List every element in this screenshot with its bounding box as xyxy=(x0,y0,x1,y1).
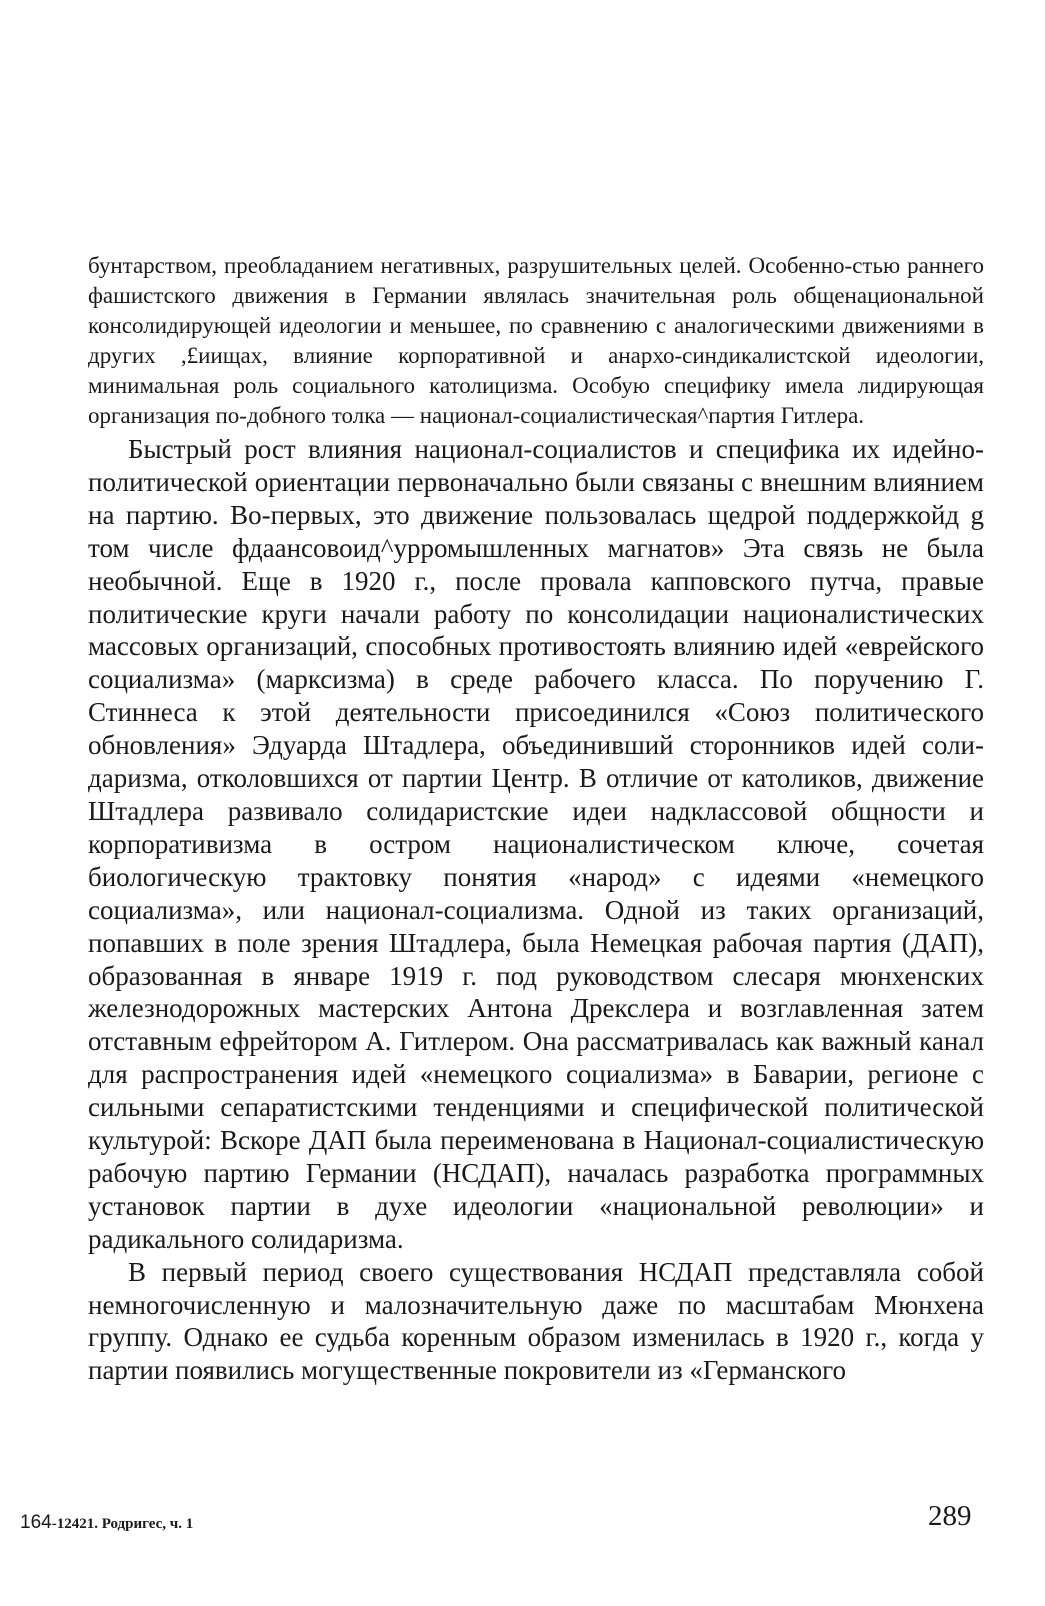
paragraph-2: Быстрый рост влияния национал-социалистов и специфика их идейно-политической ориентации первоначально были связаны с внешним влиянием на партию. Во-первых, это движение пользовалась щедрой поддержкойд g том числе фдаансовоид^урромышленных магнатов» Эта связь не была необычной. Еще в 1920 г., после провала капповского путча, правые политические круги начали работу по консолидации националистических массовых организаций, способных противостоять влиянию идей «еврейского социализма» (марксизма) в среде рабочего класса. По поручению Г. Стиннеса к этой деятельности присоединился «Союз политического обновления» Эдуарда Штадлера, объединивший сторонников идей соли-даризма, отколовшихся от партии Центр. В отличие от католиков, движение Штадлера развивало солидаристские идеи надклассовой общности и корпоративизма в остром националистическом ключе, сочетая биологическую трактовку понятия «народ» с идеями «немецкого социализма», или национал-социализма. Одной из таких организаций, попавших в поле зрения Штадлера, была Немецкая рабочая партия (ДАП), образованная в январе 1919 г. под руководством слесаря мюнхенских железнодорожных мастерских Антона Дрекслера и возглавленная затем отставным ефрейтором А. Гитлером. Она рассматривалась как важный канал для распространения идей «немецкого социализма» в Баварии, регионе с сильными сепаратистскими тенденциями и специфической политической культурой: Вскоре ДАП была переименована в Национал-социалистическую рабочую партию Германии (НСДАП), началась разработка программных установок партии в духе идеологии «национальной революции» и радикального солидаризма. xyxy=(88,434,984,1254)
printer-signature xyxy=(20,1512,193,1534)
paragraph-1: бунтарством, преобладанием негативных, разрушительных целей. Особенно-стью раннего фашистского движения в Германии являлась значительная роль общенациональной консолидирующей идеологии и меньшее, по сравнению с аналогическими движениями в других ,£иищах, влияние корпоративной и анархо-синдикалистской идеологии, минимальная роль социального католицизма. Особую специфику имела лидирующая организация по-добного толка — национал-социалистическая^партия Гитлера. xyxy=(88,253,984,428)
signature-number: 164 xyxy=(20,1512,52,1533)
page-number: 289 xyxy=(928,1500,972,1532)
signature-text: -12421. Родригес, ч. 1 xyxy=(51,1516,194,1532)
paragraph-3: В первый период своего существования НСДАП представляла собой немногочисленную и малозначительную даже по масштабам Мюнхена группу. Однако ее судьба коренным образом изменилась в 1920 г., когда у партии появились могущественные покровители из «Германского xyxy=(88,1256,984,1386)
body-text xyxy=(88,251,984,1387)
